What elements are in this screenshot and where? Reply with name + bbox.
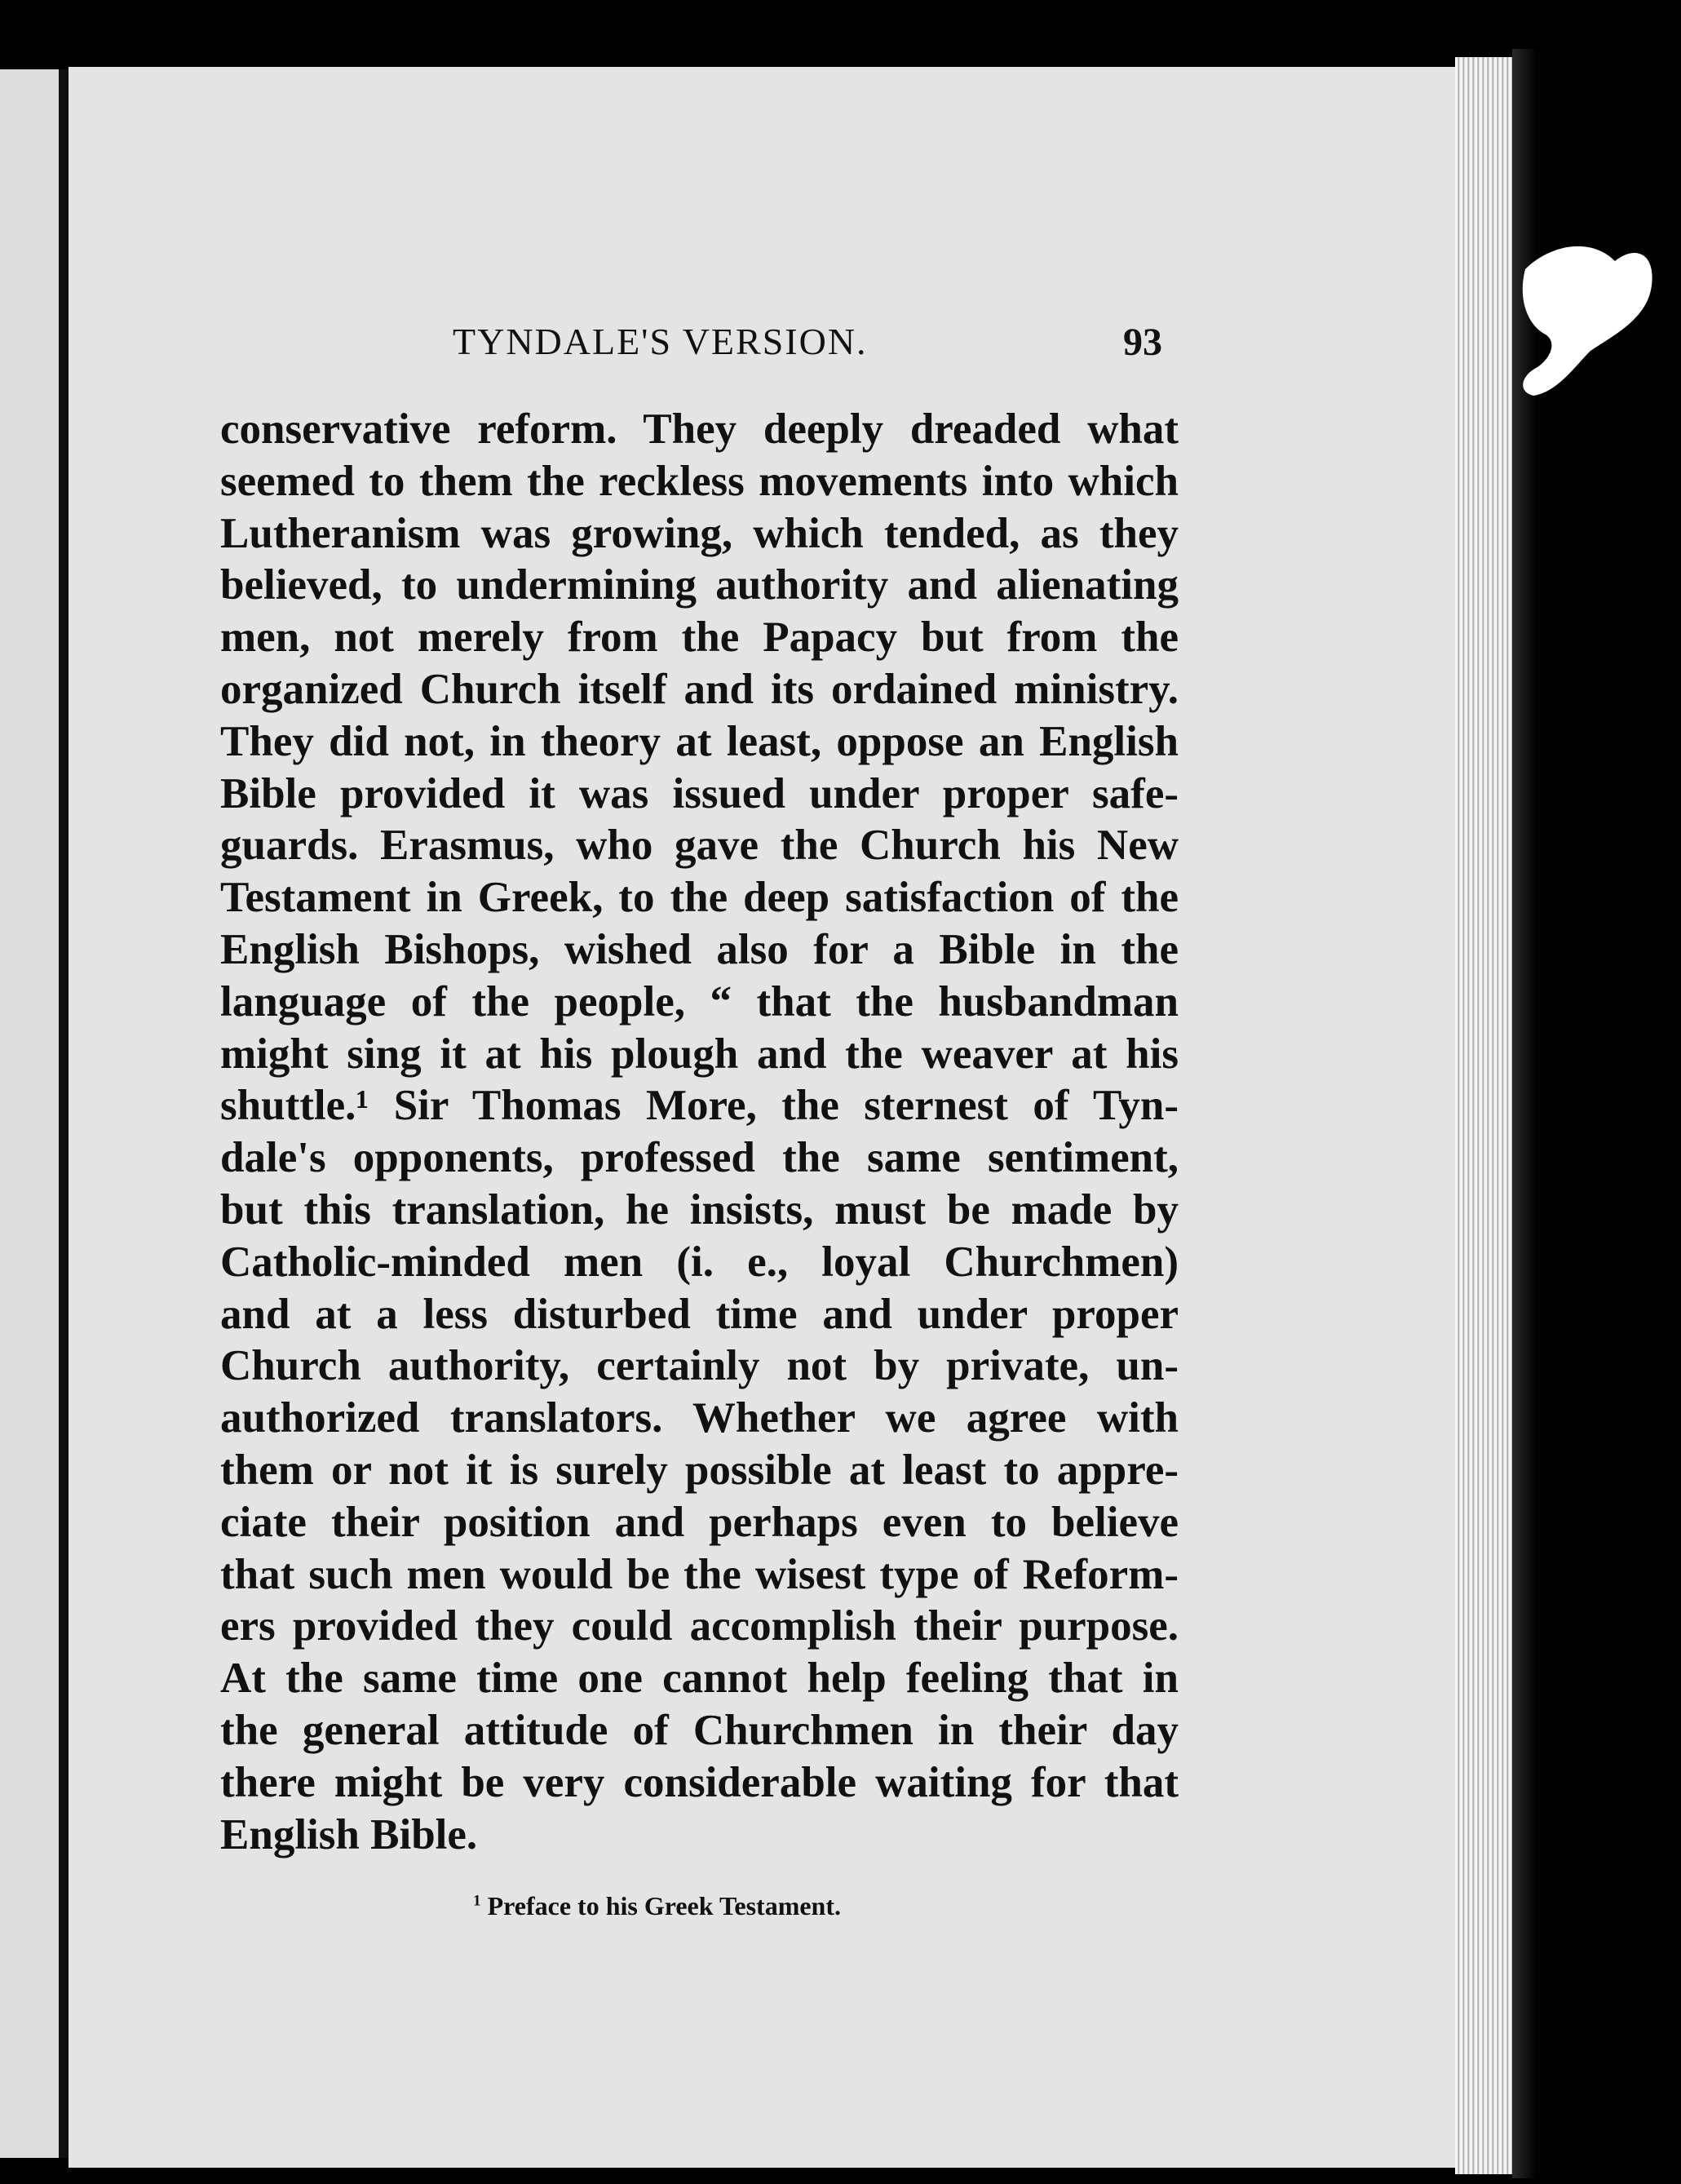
footnote-marker: 1: [473, 1892, 481, 1910]
page-number: 93: [1123, 321, 1162, 364]
text-line: men, not merely from the Papacy but from the: [220, 614, 1179, 662]
text-line: the general attitude of Churchmen in their day: [220, 1706, 1179, 1754]
text-line: Church authority, certainly not by private, un-: [220, 1342, 1179, 1390]
text-line: dale's opponents, professed the same sentiment,: [220, 1134, 1179, 1182]
text-line: English Bishops, wished also for a Bible in the: [220, 925, 1179, 973]
text-line: and at a less disturbed time and under proper: [220, 1290, 1179, 1338]
text-line: language of the people, “ that the husbandman: [220, 977, 1179, 1026]
body-text: [220, 404, 1179, 1861]
text-line: ers provided they could accomplish their purpose.: [220, 1602, 1179, 1650]
text-line: there might be very considerable waiting for that: [220, 1758, 1179, 1806]
text-line: Bible provided it was issued under proper safe-: [220, 769, 1179, 817]
text-line: They did not, in theory at least, oppose an English: [220, 717, 1179, 765]
text-line: organized Church itself and its ordained ministry.: [220, 665, 1179, 713]
text-line: guards. Erasmus, who gave the Church his New: [220, 822, 1179, 870]
facing-page-edge: [0, 69, 62, 2158]
text-line: seemed to them the reckless movements into which: [220, 457, 1179, 505]
text-line: authorized translators. Whether we agree with: [220, 1394, 1179, 1442]
book-gutter: [59, 69, 69, 2158]
text-line: Lutheranism was growing, which tended, as they: [220, 509, 1179, 557]
text-line: believed, to undermining authority and alienating: [220, 561, 1179, 609]
text-line: At the same time one cannot help feeling that in: [220, 1655, 1179, 1703]
footnote-text: Preface to his Greek Testament.: [487, 1891, 841, 1920]
text-line: Catholic-minded men (i. e., loyal Churchmen): [220, 1238, 1179, 1286]
text-line: might sing it at his plough and the weaver at his: [220, 1030, 1179, 1078]
text-line: conservative reform. They deeply dreaded what: [220, 405, 1179, 453]
text-line: but this translation, he insists, must be made by: [220, 1185, 1179, 1234]
text-line: shuttle.¹ Sir Thomas More, the sternest of Tyn-: [220, 1082, 1179, 1130]
text-line: that such men would be the wisest type of Reform-: [220, 1550, 1179, 1598]
footnote: [473, 1891, 1044, 1921]
text-line: ciate their position and perhaps even to believe: [220, 1498, 1179, 1546]
running-head: [453, 320, 1170, 369]
text-line: English Bible.: [220, 1810, 478, 1858]
text-line: them or not it is surely possible at least to appre-: [220, 1446, 1179, 1494]
text-line: Testament in Greek, to the deep satisfaction of the: [220, 874, 1179, 922]
running-title: TYNDALE'S VERSION.: [453, 321, 868, 362]
paper-tear-mark: [1501, 220, 1664, 408]
